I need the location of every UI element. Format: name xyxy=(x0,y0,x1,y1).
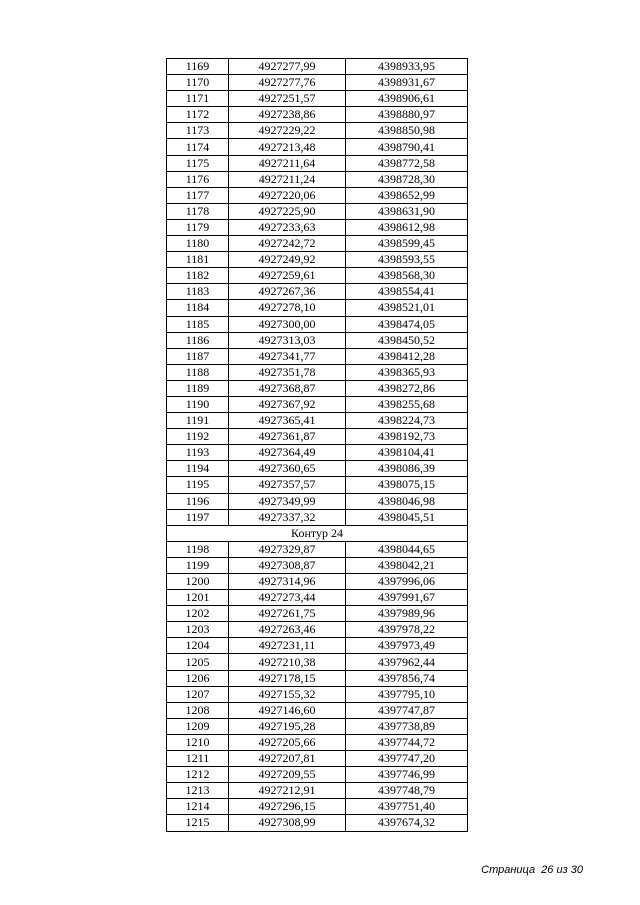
y-coordinate-cell: 4397747,20 xyxy=(346,751,468,767)
y-coordinate-cell: 4398906,61 xyxy=(346,91,468,107)
y-coordinate-cell: 4398790,41 xyxy=(346,139,468,155)
x-coordinate-cell: 4927238,86 xyxy=(229,107,346,123)
y-coordinate-cell: 4398272,86 xyxy=(346,380,468,396)
table-row xyxy=(167,654,468,670)
y-coordinate-cell: 4398933,95 xyxy=(346,59,468,75)
point-number-cell: 1214 xyxy=(167,799,229,815)
table-row xyxy=(167,509,468,525)
x-coordinate-cell: 4927277,99 xyxy=(229,59,346,75)
table-row xyxy=(167,123,468,139)
x-coordinate-cell: 4927231,11 xyxy=(229,638,346,654)
point-number-cell: 1208 xyxy=(167,702,229,718)
y-coordinate-cell: 4397856,74 xyxy=(346,670,468,686)
x-coordinate-cell: 4927195,28 xyxy=(229,718,346,734)
point-number-cell: 1195 xyxy=(167,477,229,493)
table-row xyxy=(167,91,468,107)
coordinates-table xyxy=(166,58,468,832)
table-row xyxy=(167,606,468,622)
table-row xyxy=(167,332,468,348)
y-coordinate-cell: 4398192,73 xyxy=(346,429,468,445)
x-coordinate-cell: 4927337,32 xyxy=(229,509,346,525)
y-coordinate-cell: 4398599,45 xyxy=(346,236,468,252)
table-row xyxy=(167,75,468,91)
point-number-cell: 1198 xyxy=(167,541,229,557)
y-coordinate-cell: 4398612,98 xyxy=(346,219,468,235)
y-coordinate-cell: 4398365,93 xyxy=(346,364,468,380)
point-number-cell: 1170 xyxy=(167,75,229,91)
y-coordinate-cell: 4398044,65 xyxy=(346,541,468,557)
point-number-cell: 1210 xyxy=(167,734,229,750)
y-coordinate-cell: 4398850,98 xyxy=(346,123,468,139)
point-number-cell: 1209 xyxy=(167,718,229,734)
table-row xyxy=(167,187,468,203)
x-coordinate-cell: 4927296,15 xyxy=(229,799,346,815)
point-number-cell: 1186 xyxy=(167,332,229,348)
point-number-cell: 1197 xyxy=(167,509,229,525)
x-coordinate-cell: 4927207,81 xyxy=(229,751,346,767)
point-number-cell: 1187 xyxy=(167,348,229,364)
table-row xyxy=(167,59,468,75)
point-number-cell: 1181 xyxy=(167,252,229,268)
table-row xyxy=(167,155,468,171)
y-coordinate-cell: 4398224,73 xyxy=(346,413,468,429)
point-number-cell: 1204 xyxy=(167,638,229,654)
point-number-cell: 1179 xyxy=(167,219,229,235)
point-number-cell: 1169 xyxy=(167,59,229,75)
table-row xyxy=(167,557,468,573)
x-coordinate-cell: 4927259,61 xyxy=(229,268,346,284)
table-row xyxy=(167,252,468,268)
point-number-cell: 1185 xyxy=(167,316,229,332)
point-number-cell: 1178 xyxy=(167,203,229,219)
y-coordinate-cell: 4398631,90 xyxy=(346,203,468,219)
x-coordinate-cell: 4927351,78 xyxy=(229,364,346,380)
x-coordinate-cell: 4927349,99 xyxy=(229,493,346,509)
table-row xyxy=(167,268,468,284)
y-coordinate-cell: 4398474,05 xyxy=(346,316,468,332)
point-number-cell: 1203 xyxy=(167,622,229,638)
y-coordinate-cell: 4398045,51 xyxy=(346,509,468,525)
point-number-cell: 1183 xyxy=(167,284,229,300)
point-number-cell: 1176 xyxy=(167,171,229,187)
table-row xyxy=(167,815,468,831)
y-coordinate-cell: 4398450,52 xyxy=(346,332,468,348)
table-row xyxy=(167,107,468,123)
x-coordinate-cell: 4927242,72 xyxy=(229,236,346,252)
x-coordinate-cell: 4927368,87 xyxy=(229,380,346,396)
point-number-cell: 1173 xyxy=(167,123,229,139)
y-coordinate-cell: 4398412,28 xyxy=(346,348,468,364)
table-row xyxy=(167,203,468,219)
y-coordinate-cell: 4397746,99 xyxy=(346,767,468,783)
y-coordinate-cell: 4397991,67 xyxy=(346,590,468,606)
point-number-cell: 1193 xyxy=(167,445,229,461)
y-coordinate-cell: 4397996,06 xyxy=(346,574,468,590)
section-header-row xyxy=(167,525,468,541)
table-row xyxy=(167,348,468,364)
point-number-cell: 1196 xyxy=(167,493,229,509)
y-coordinate-cell: 4397973,49 xyxy=(346,638,468,654)
point-number-cell: 1188 xyxy=(167,364,229,380)
x-coordinate-cell: 4927341,77 xyxy=(229,348,346,364)
point-number-cell: 1205 xyxy=(167,654,229,670)
point-number-cell: 1190 xyxy=(167,396,229,412)
x-coordinate-cell: 4927278,10 xyxy=(229,300,346,316)
x-coordinate-cell: 4927205,66 xyxy=(229,734,346,750)
point-number-cell: 1177 xyxy=(167,187,229,203)
table-row xyxy=(167,477,468,493)
y-coordinate-cell: 4398593,55 xyxy=(346,252,468,268)
table-row xyxy=(167,670,468,686)
table-row xyxy=(167,783,468,799)
point-number-cell: 1211 xyxy=(167,751,229,767)
point-number-cell: 1189 xyxy=(167,380,229,396)
coordinates-table-body xyxy=(167,59,468,832)
x-coordinate-cell: 4927178,15 xyxy=(229,670,346,686)
y-coordinate-cell: 4398568,30 xyxy=(346,268,468,284)
x-coordinate-cell: 4927261,75 xyxy=(229,606,346,622)
point-number-cell: 1182 xyxy=(167,268,229,284)
point-number-cell: 1184 xyxy=(167,300,229,316)
x-coordinate-cell: 4927249,92 xyxy=(229,252,346,268)
y-coordinate-cell: 4398104,41 xyxy=(346,445,468,461)
y-coordinate-cell: 4398075,15 xyxy=(346,477,468,493)
x-coordinate-cell: 4927211,64 xyxy=(229,155,346,171)
point-number-cell: 1171 xyxy=(167,91,229,107)
x-coordinate-cell: 4927277,76 xyxy=(229,75,346,91)
table-row xyxy=(167,622,468,638)
table-row xyxy=(167,767,468,783)
y-coordinate-cell: 4397744,72 xyxy=(346,734,468,750)
y-coordinate-cell: 4397748,79 xyxy=(346,783,468,799)
x-coordinate-cell: 4927263,46 xyxy=(229,622,346,638)
x-coordinate-cell: 4927210,38 xyxy=(229,654,346,670)
point-number-cell: 1200 xyxy=(167,574,229,590)
y-coordinate-cell: 4398042,21 xyxy=(346,557,468,573)
y-coordinate-cell: 4397674,32 xyxy=(346,815,468,831)
table-row xyxy=(167,236,468,252)
table-row xyxy=(167,541,468,557)
x-coordinate-cell: 4927267,36 xyxy=(229,284,346,300)
table-row xyxy=(167,171,468,187)
point-number-cell: 1180 xyxy=(167,236,229,252)
x-coordinate-cell: 4927329,87 xyxy=(229,541,346,557)
x-coordinate-cell: 4927229,22 xyxy=(229,123,346,139)
point-number-cell: 1201 xyxy=(167,590,229,606)
y-coordinate-cell: 4397747,87 xyxy=(346,702,468,718)
table-row xyxy=(167,574,468,590)
y-coordinate-cell: 4398652,99 xyxy=(346,187,468,203)
point-number-cell: 1199 xyxy=(167,557,229,573)
table-row xyxy=(167,413,468,429)
x-coordinate-cell: 4927357,57 xyxy=(229,477,346,493)
table-row xyxy=(167,445,468,461)
x-coordinate-cell: 4927361,87 xyxy=(229,429,346,445)
point-number-cell: 1194 xyxy=(167,461,229,477)
x-coordinate-cell: 4927213,48 xyxy=(229,139,346,155)
page-number-footer: Страница 26 из 30 xyxy=(481,864,583,876)
x-coordinate-cell: 4927225,90 xyxy=(229,203,346,219)
table-row xyxy=(167,380,468,396)
y-coordinate-cell: 4398728,30 xyxy=(346,171,468,187)
y-coordinate-cell: 4398086,39 xyxy=(346,461,468,477)
table-row xyxy=(167,429,468,445)
x-coordinate-cell: 4927212,91 xyxy=(229,783,346,799)
y-coordinate-cell: 4398931,67 xyxy=(346,75,468,91)
point-number-cell: 1212 xyxy=(167,767,229,783)
x-coordinate-cell: 4927209,55 xyxy=(229,767,346,783)
point-number-cell: 1215 xyxy=(167,815,229,831)
table-row xyxy=(167,300,468,316)
x-coordinate-cell: 4927360,65 xyxy=(229,461,346,477)
y-coordinate-cell: 4398255,68 xyxy=(346,396,468,412)
y-coordinate-cell: 4398772,58 xyxy=(346,155,468,171)
y-coordinate-cell: 4398046,98 xyxy=(346,493,468,509)
table-row xyxy=(167,316,468,332)
table-row xyxy=(167,461,468,477)
point-number-cell: 1175 xyxy=(167,155,229,171)
point-number-cell: 1207 xyxy=(167,686,229,702)
point-number-cell: 1202 xyxy=(167,606,229,622)
x-coordinate-cell: 4927273,44 xyxy=(229,590,346,606)
table-row xyxy=(167,364,468,380)
x-coordinate-cell: 4927314,96 xyxy=(229,574,346,590)
x-coordinate-cell: 4927364,49 xyxy=(229,445,346,461)
point-number-cell: 1192 xyxy=(167,429,229,445)
x-coordinate-cell: 4927300,00 xyxy=(229,316,346,332)
y-coordinate-cell: 4397795,10 xyxy=(346,686,468,702)
point-number-cell: 1206 xyxy=(167,670,229,686)
y-coordinate-cell: 4398554,41 xyxy=(346,284,468,300)
y-coordinate-cell: 4397751,40 xyxy=(346,799,468,815)
table-row xyxy=(167,734,468,750)
table-row xyxy=(167,799,468,815)
table-row xyxy=(167,638,468,654)
table-row xyxy=(167,396,468,412)
x-coordinate-cell: 4927313,03 xyxy=(229,332,346,348)
x-coordinate-cell: 4927308,87 xyxy=(229,557,346,573)
point-number-cell: 1174 xyxy=(167,139,229,155)
point-number-cell: 1213 xyxy=(167,783,229,799)
table-row xyxy=(167,590,468,606)
table-row xyxy=(167,702,468,718)
y-coordinate-cell: 4397962,44 xyxy=(346,654,468,670)
point-number-cell: 1191 xyxy=(167,413,229,429)
x-coordinate-cell: 4927365,41 xyxy=(229,413,346,429)
x-coordinate-cell: 4927251,57 xyxy=(229,91,346,107)
table-row xyxy=(167,751,468,767)
x-coordinate-cell: 4927220,06 xyxy=(229,187,346,203)
table-row xyxy=(167,219,468,235)
x-coordinate-cell: 4927367,92 xyxy=(229,396,346,412)
x-coordinate-cell: 4927308,99 xyxy=(229,815,346,831)
table-row xyxy=(167,686,468,702)
y-coordinate-cell: 4398880,97 xyxy=(346,107,468,123)
x-coordinate-cell: 4927233,63 xyxy=(229,219,346,235)
table-row xyxy=(167,284,468,300)
x-coordinate-cell: 4927211,24 xyxy=(229,171,346,187)
table-row xyxy=(167,493,468,509)
y-coordinate-cell: 4398521,01 xyxy=(346,300,468,316)
point-number-cell: 1172 xyxy=(167,107,229,123)
y-coordinate-cell: 4397989,96 xyxy=(346,606,468,622)
y-coordinate-cell: 4397978,22 xyxy=(346,622,468,638)
table-row xyxy=(167,139,468,155)
section-title: Контур 24 xyxy=(167,525,468,541)
x-coordinate-cell: 4927155,32 xyxy=(229,686,346,702)
x-coordinate-cell: 4927146,60 xyxy=(229,702,346,718)
y-coordinate-cell: 4397738,89 xyxy=(346,718,468,734)
table-row xyxy=(167,718,468,734)
